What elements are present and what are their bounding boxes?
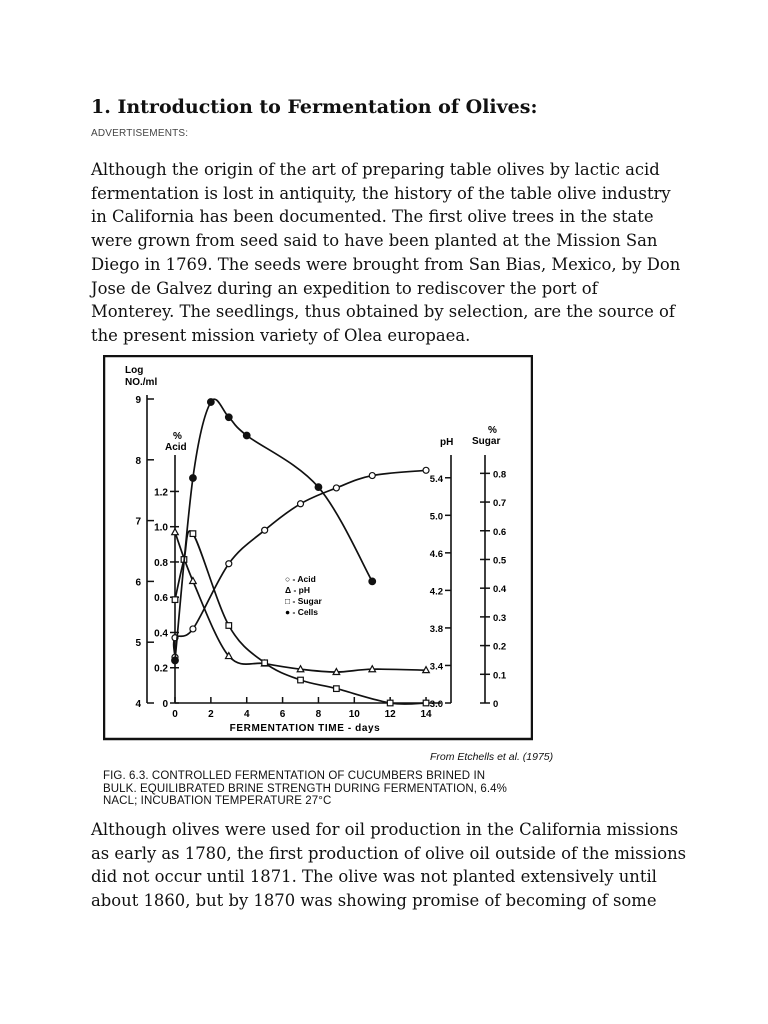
cells-tick-label: 4 [135, 699, 141, 710]
ph-axis-label: pH [440, 437, 454, 448]
x-tick-label: 4 [243, 709, 250, 720]
cells-axis-label: Log [125, 365, 144, 376]
figure-frame [104, 356, 532, 739]
paragraph-line: did not occur until 1871. The olive was not planted extensively until [91, 867, 657, 887]
caption-line: BULK. EQUILIBRATED BRINE STRENGTH DURING FERMENTATION, 6.4% [103, 782, 507, 795]
paragraph-line: Monterey. The seedlings, thus obtained by selection, are the source of [91, 302, 675, 322]
sugar-tick-label: 0.6 [493, 526, 507, 538]
sugar-tick-label: 0 [493, 699, 499, 710]
sugar-tick-label: 0.7 [493, 498, 507, 510]
legend-entry: ● - Cells [285, 607, 319, 617]
history-paragraph [91, 818, 711, 913]
sugar-tick-label: 0.1 [493, 670, 507, 682]
ph-tick-label: 4.2 [429, 586, 443, 598]
ph-tick-label: 4.6 [429, 548, 443, 560]
sugar-point [262, 660, 268, 666]
paragraph-line: Diego in 1769. The seeds were brought from San Bias, Mexico, by Don [91, 254, 681, 274]
acid-tick-label: 1.0 [154, 522, 168, 534]
cells-point [190, 475, 197, 482]
x-axis-label: FERMENTATION TIME - days [229, 723, 381, 734]
sugar-tick-label: 0.8 [493, 469, 507, 481]
legend-entry: ○ - Acid [285, 574, 316, 584]
acid-point [333, 485, 339, 491]
caption-line: NACL; INCUBATION TEMPERATURE 27°C [103, 795, 332, 807]
acid-tick-label: 0.6 [154, 593, 168, 605]
cells-tick-label: 8 [135, 455, 141, 467]
x-tick-label: 12 [384, 709, 396, 720]
sugar-tick-label: 0.4 [493, 584, 507, 596]
acid-point [190, 626, 196, 632]
intro-paragraph [91, 158, 711, 348]
acid-tick-label: 0 [162, 699, 168, 710]
acid-tick-label: 1.2 [154, 487, 168, 499]
figure-caption [103, 770, 543, 808]
acid-tick-label: 0.8 [154, 557, 168, 569]
acid-point [423, 467, 429, 473]
sugar-tick-label: 0.5 [493, 555, 507, 567]
paragraph-line: Jose de Galvez during an expedition to rediscover the port of [91, 278, 598, 298]
acid-axis-label: Acid [165, 442, 187, 453]
sugar-point [226, 623, 232, 629]
cells-point [315, 484, 322, 491]
legend-entry: Δ - pH [285, 585, 310, 595]
paragraph-line: in California has been documented. The first olive trees in the state [91, 207, 654, 227]
sugar-axis-label: % [488, 425, 497, 436]
acid-point [298, 501, 304, 507]
ph-tick-label: 3.4 [429, 661, 443, 673]
cells-tick-label: 7 [135, 516, 141, 528]
paragraph-line: fermentation is lost in antiquity, the history of the table olive industry [91, 183, 671, 203]
sugar-tick-label: 0.2 [493, 641, 507, 653]
fermentation-figure [103, 355, 533, 745]
acid-axis-label: % [173, 431, 182, 442]
paragraph-line: Although olives were used for oil production in the California missions [91, 820, 679, 839]
cells-point [225, 414, 232, 421]
acid-point [369, 473, 375, 479]
caption-line: FIG. 6.3. CONTROLLED FERMENTATION OF CUCUMBERS BRINED IN [103, 770, 486, 782]
x-tick-label: 10 [348, 709, 360, 720]
fermentation-chart [103, 355, 533, 745]
x-tick-label: 0 [172, 709, 178, 720]
acid-point [226, 561, 232, 567]
legend-entry: □ - Sugar [285, 596, 322, 606]
x-tick-label: 2 [208, 709, 214, 720]
sugar-point [387, 700, 393, 706]
paragraph-line: about 1860, but by 1870 was showing promise of becoming of some [91, 891, 657, 911]
ph-tick-label: 5.0 [429, 511, 443, 523]
sugar-axis-label: Sugar [472, 436, 501, 447]
x-tick-label: 14 [420, 709, 432, 720]
sugar-point [190, 531, 196, 537]
cells-point [207, 399, 214, 406]
acid-tick-label: 0.2 [154, 663, 168, 675]
paragraph-line: the present mission variety of Olea europaea. [91, 325, 471, 345]
figure-credit: From Etchells et al. (1975) [430, 751, 554, 763]
paragraph-line: Although the origin of the art of preparing table olives by lactic acid [91, 160, 660, 179]
ph-tick-label: 5.4 [429, 473, 443, 485]
sugar-point [172, 597, 178, 603]
section-heading: 1. Introduction to Fermentation of Olives: [91, 96, 538, 118]
cells-point [243, 432, 250, 439]
cells-point [172, 657, 179, 664]
sugar-point [423, 700, 429, 706]
acid-tick-label: 0.4 [154, 628, 168, 640]
sugar-point [334, 686, 340, 692]
ph-tick-label: 3.8 [429, 623, 443, 635]
advertisements-label: ADVERTISEMENTS: [91, 128, 189, 139]
x-tick-label: 8 [315, 709, 322, 720]
ph-tick-label: 3.0 [429, 699, 443, 710]
cells-point [369, 578, 376, 585]
cells-axis-label: NO./ml [125, 377, 158, 388]
paragraph-line: were grown from seed said to have been planted at the Mission San [91, 231, 658, 251]
sugar-tick-label: 0.3 [493, 612, 507, 624]
acid-point [262, 527, 268, 533]
x-tick-label: 6 [279, 709, 286, 720]
paragraph-line: as early as 1780, the first production of olive oil outside of the missions [91, 843, 687, 863]
cells-tick-label: 6 [135, 577, 141, 589]
cells-tick-label: 5 [135, 638, 141, 650]
sugar-point [298, 677, 304, 683]
cells-tick-label: 9 [135, 395, 141, 406]
